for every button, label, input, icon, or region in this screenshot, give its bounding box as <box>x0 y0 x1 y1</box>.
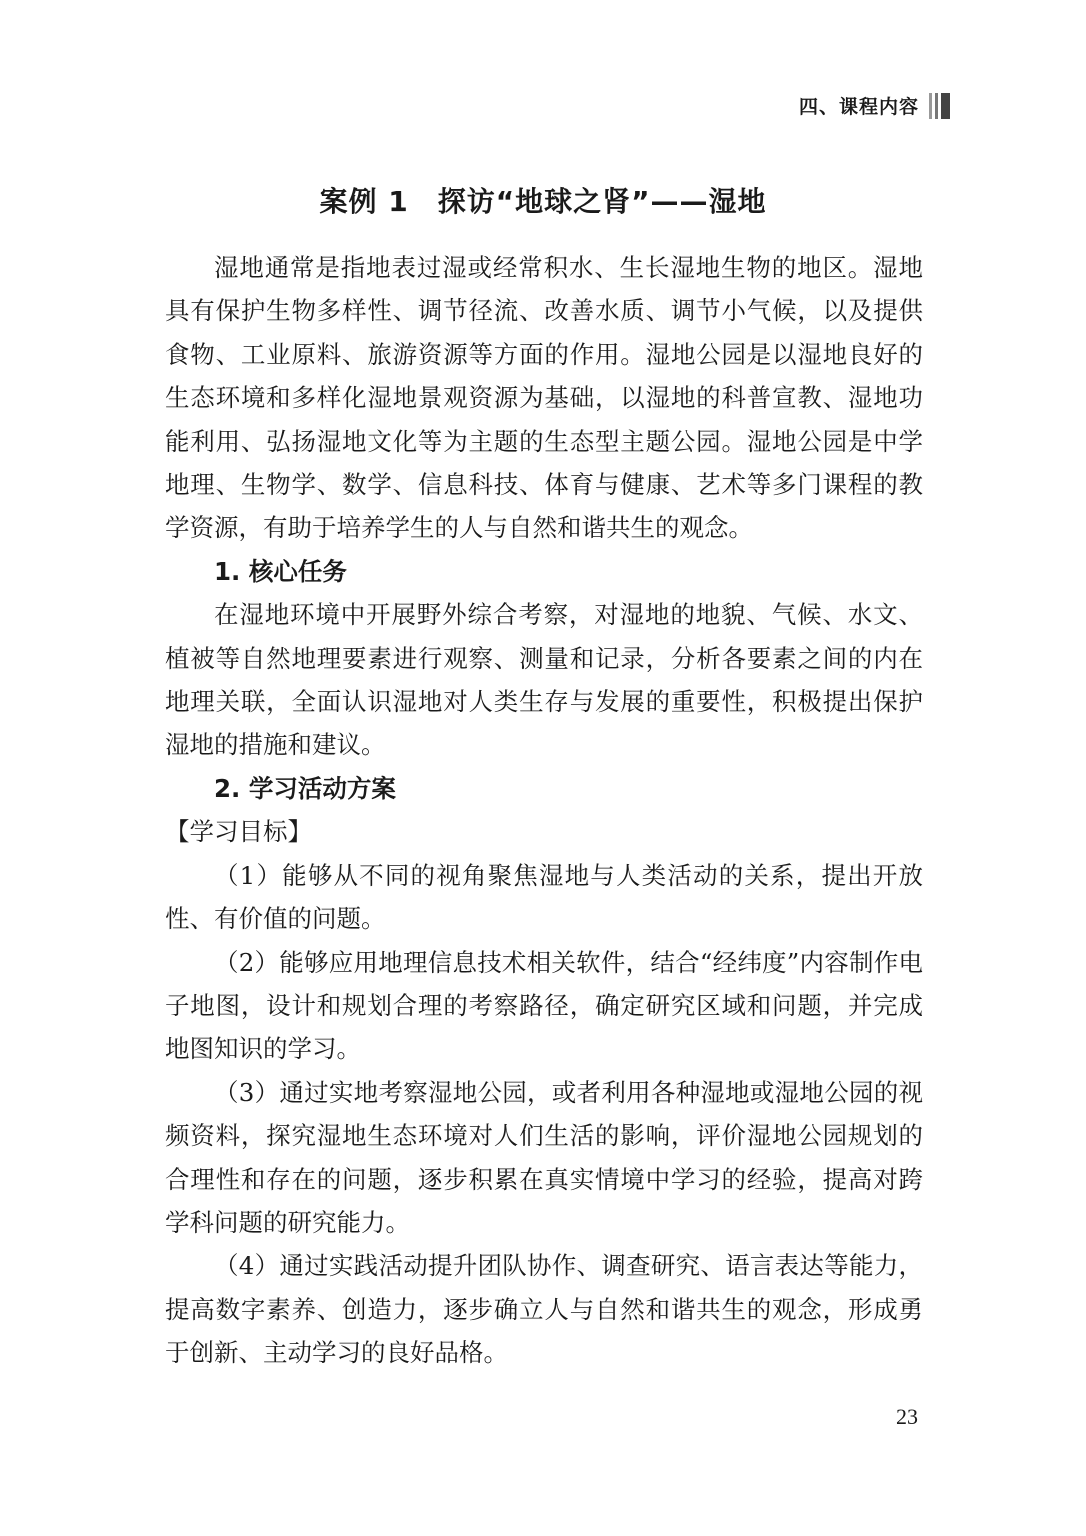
running-head <box>799 92 950 119</box>
case-title: 案例 1 探访“地球之肾”——湿地 <box>319 185 767 218</box>
core-task-paragraph: 在湿地环境中开展野外综合考察，对湿地的地貌、气候、水文、植被等自然地理要素进行观察、测量和记录，分析各要素之间的内在地理关联，全面认识湿地对人类生存与发展的重要性，积极提出保护湿地的措施和建议。 <box>165 600 923 760</box>
learning-goal-item: （1）能够从不同的视角聚焦湿地与人类活动的关系，提出开放性、有价值的问题。 <box>165 860 923 934</box>
learning-goals-subheading: 【学习目标】 <box>165 817 312 847</box>
section-heading-activity-plan: 2. 学习活动方案 <box>214 773 396 803</box>
section-heading-core-task: 1. 核心任务 <box>214 556 347 586</box>
learning-goal-item: （3）通过实地考察湿地公园，或者利用各种湿地或湿地公园的视频资料，探究湿地生态环境对人们生活的影响，评价湿地公园规划的合理性和存在的问题，逐步积累在真实情境中学习的经验，提高对跨学科问题的研究能力。 <box>165 1077 923 1237</box>
running-head-label: 四、课程内容 <box>798 96 919 118</box>
intro-paragraph: 湿地通常是指地表过湿或经常积水、生长湿地生物的地区。湿地具有保护生物多样性、调节径流、改善水质、调节小气候，以及提供食物、工业原料、旅游资源等方面的作用。湿地公园是以湿地良好的生态环境和多样化湿地景观资源为基础，以湿地的科普宣教、湿地功能利用、弘扬湿地文化等为主题的生态型主题公园。湿地公园是中学地理、生物学、数学、信息科技、体育与健康、艺术等多门课程的教学资源，有助于培养学生的人与自然和谐共生的观念。 <box>165 253 923 543</box>
learning-goal-item: （2）能够应用地理信息技术相关软件，结合“经纬度”内容制作电子地图，设计和规划合理的考察路径，确定研究区域和问题，并完成地图知识的学习。 <box>165 947 923 1064</box>
page-number: 23 <box>896 1404 918 1429</box>
body-text <box>165 246 923 1375</box>
learning-goal-item: （4）通过实践活动提升团队协作、调查研究、语言表达等能力，提高数字素养、创造力，逐步确立人与自然和谐共生的观念，形成勇于创新、主动学习的良好品格。 <box>165 1251 923 1368</box>
running-head-bars-icon <box>929 93 950 119</box>
